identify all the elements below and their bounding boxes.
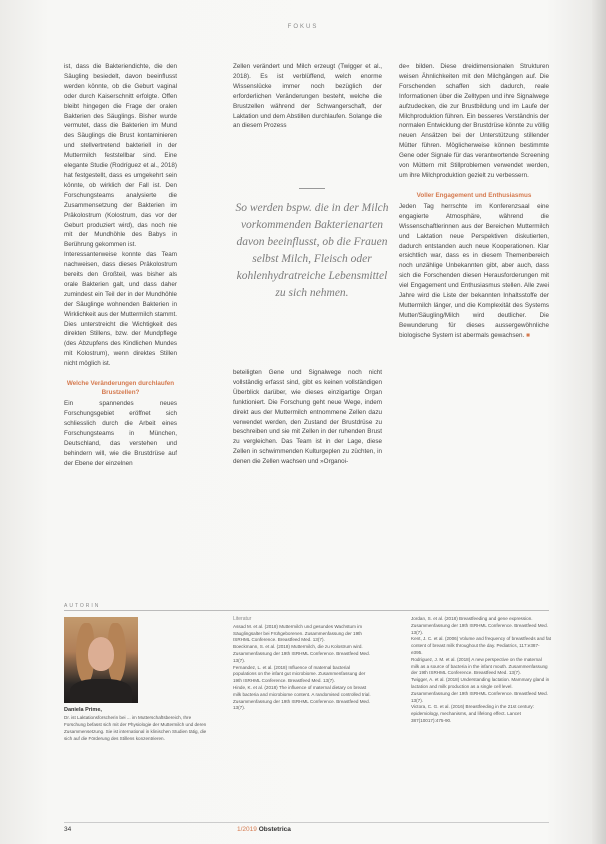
col3-paragraph-2-text: Jeden Tag herrschte im Konferenzsaal eine engagierte Atmosphäre, während die Wissenschaftlerinnen aus der Bereichen Muttermilch und Laktation neue Perspektiven diskutierten, dadurch entstanden auch neue Kooperationen. Klar ersichtlich war, dass es in diesem Themenbereich noch unzählige Unbekannten gibt, aber auch, dass sich die Forschenden diesen Herausforderungen mit viel Engagement und Enthusiasmus stellen. Alle zwei Jahre wird die Liste der bekannten Inhaltsstoffe der Muttermilch länger, und die Komplexität des Systems Mutter/Säugling/Milch wird deutlicher. Die Bewunderung für dieses aussergewöhnliche biologische System ist abermals gewachsen. [399, 202, 549, 339]
author-label: AUTORIN [64, 603, 104, 609]
text-column-2-bottom [233, 368, 382, 467]
author-photo [64, 617, 138, 703]
journal-name: Obstetrica [258, 826, 291, 833]
quote-divider [299, 188, 325, 189]
bottom-divider [64, 610, 549, 611]
literature-entry: Rodriguez, J. M. et al. (2018) A new perspective on the maternal milk as a source of bacteria in the infant mouth. Zusammenfassung der 19th ISRHML Conference. Breastfeed Med. 13(7). [411, 656, 548, 676]
literature-entry: Victora, C. G. et al. (2016) Breastfeeding in the 21st century: epidemiology, mechanisms, and lifelong effect. Lancet 387(10017):475-90. [411, 704, 534, 723]
literature-entry: Boeckmann, S. et al. (2018) Muttermilch, die zu Kolostrum wird. Zusammenfassung der 19th ISRHML Conference. Breastfeed Med. 13(7). [233, 644, 370, 663]
col1-paragraph-1: ist, dass die Bakteriendichte, die den Säugling besiedelt, davon beeinflusst werden könnte, ob die Geburt vaginal oder durch Kaiserschnitt erfolgte. Offen bleibt hingegen die Frage der oralen Bakterien des Säuglings. Bisher wurde vermutet, dass die Bakterien im Mund des Säuglings die Brust kontaminieren und stellvertretend bakteriell in der Muttermilch feststellbar sind. Eine elegante Studie (Rodríguez et al., 2018) hat festgestellt, dass es umgekehrt sein könnte, ob wirklich der Fall ist. Den Forschungsteams analysierte die Zusammensetzung der Bakterien im Präkolostrum (Kolostrum, das vor der Geburt produziert wird), das noch nie mit der Mundhöhle des Babys in Berührung gekommen ist. [64, 63, 177, 249]
literature-entry: Kent, J. C. et al. (2006) Volume and frequency of breastfeeds and fat content of breast milk throughout the day. Pediatrics, 117:e387-e395. [411, 636, 551, 655]
journal-footer [237, 826, 291, 833]
col1-paragraph-3: Ein spannendes neues Forschungsgebiet eröffnet sich schliesslich durch die Arbeit eines Forschungsteams in München, Deutschland, das verstehen und behindern will, wie die Brustdrüse auf der Ebene der einzelnen [64, 400, 177, 467]
literature-entry: Hinde, K. et al. (2018) The influence of maternal dietary on breast milk bacteria and microbiome content. A randomised controlled trial. Zusammenfassung der 19th ISRHML Conference. Breastfeed Med. 13(7). [233, 684, 371, 711]
literature-column-1 [233, 616, 373, 712]
section-header: FOKUS [287, 24, 319, 30]
end-mark-icon: ■ [526, 331, 530, 339]
col3-paragraph-1: de« bilden. Diese dreidimensionalen Strukturen weisen Ähnlichkeiten mit den Milchgängen auf. Die Forschenden schaffen sich dadurch, reale Informationen über die Zelltypen und ihre Signalwege aufzudecken, die zur Brustbildung und im Laufe der Milchproduktion führen. Ein besseres Verständnis der normalen Entwicklung der Brustdrüse könnte zu völlig neuen Ansätzen bei der Unterstützung stillender Mütter führen. Möglicherweise können bestimmte Gene oder Signale für das verantwortende Screening von Müttern mit Stillproblemen verwendet werden, um ihre Milchproduktion gezielt zu verbessern. [399, 63, 549, 179]
col2b-paragraph: beteiligten Gene und Signalwege noch nicht vollständig erfasst sind, gibt es keinen vollständigen Überblick darüber, wie dieses einzigartige Organ funktioniert. Die Forschung geht neue Wege, indem direkt aus der Muttermilch entnommene Zellen dazu verwendet werden, den Zustand der Brustdrüse zu beschreiben und sie mit Zellen in der ruhenden Brust zu vergleichen. Das Team ist in der Lage, diese Zellen in schwimmenden Kulturgeplen zu züchten, in denen die Zellen wachsen und »Organoi- [233, 369, 382, 466]
photo-shirt [70, 679, 132, 703]
col1-paragraph-2: Interessanterweise konnte das Team nachweisen, dass dieses Präkolostrum bereits den Großteil, was bisher als orale Bakterien galt, und dass daher zumindest ein Teil der in der Mundhöhle der Säuglinge wohnenden Bakterien in Wirklichkeit aus der Muttermilch stammt. Dies unterstreicht die Wichtigkeit des direkten Stillens, bzw. der Mundpflege (des Abzupfens des Kindlichen Mundes mit Kolostrum), wenn direktes Stillen nicht möglich ist. [64, 251, 178, 368]
col2-paragraph: Zellen verändert und Milch erzeugt (Twigger et al., 2018). Es ist verblüffend, welch enorme Wissenslücke immer noch bezüglich der erforderlichen Veränderungen besteht, welche die Brustzellen während der Schwangerschaft, der Laktation und dem Abstillen durchlaufen. Solange die an diesem Prozess [233, 63, 382, 130]
literature-entry: Twigger, A. et al. (2018) Understanding lactation. Mammary gland in lactation and milk production as a single cell level. Zusammenfassung der 19th ISRHML Conference. Breastfeed Med. 13(7). [411, 677, 550, 703]
text-column-3 [399, 62, 549, 341]
literature-entry: Jordan, S. et al. (2018) Breastfeeding and gene expression. Zusammenfassung der 19th ISRHML Conference. Breastfeed Med. 13(7). [411, 616, 548, 635]
literature-entry: Fernandez, L. et al. (2018) Influence of maternal bacterial populations on the infant gut microbiome. Zusammenfassung der 19th ISRHML Conference. Breastfeed Med. 13(7). [233, 664, 366, 684]
literature-label: Literatur [233, 616, 252, 622]
photo-face [88, 637, 114, 671]
journal-issue: 1/2019 [237, 826, 257, 833]
literature-entry: Assad M. et al. (2018) Muttermilch und gesundes Wachstum im Säuglingsalter bei Frühgeborenen. Zusammenfassung der 19th ISRHML Conference. Breastfeed Med. 13(7). [233, 623, 363, 643]
author-bio: Dr. ist Laktationsforscherin bei ... im Mutterschaftsbereich, Ihre Forschung befasst sich mit der Physiologie der Muttermilch und deren Zusammensetzung. Sie ist international in klinischen Studien tätig, die sich auf die Förderung des Stillens konzentrieren. [64, 715, 207, 741]
literature-column-2 [411, 616, 551, 725]
text-column-1 [64, 62, 177, 468]
author-name: Daniela Prime, [64, 707, 102, 713]
col3-subheading: Voller Engagement und Enthusiasmus [416, 191, 532, 199]
page-fold-shadow [592, 0, 606, 844]
col1-subheading: Welche Veränderungen durchlaufen Brustzellen? [66, 380, 175, 397]
page-number: 34 [64, 826, 72, 833]
pull-quote: So werden bspw. die in der Milch vorkommenden Bakterienarten davon beeinflusst, ob die Frauen selbst Milch, Fleisch oder kohlenhydratreiche Lebensmittel zu sich nehmen. [235, 202, 389, 299]
col3-paragraph-2 [399, 202, 549, 341]
footer-divider [64, 822, 549, 823]
text-column-2-top [233, 62, 382, 131]
